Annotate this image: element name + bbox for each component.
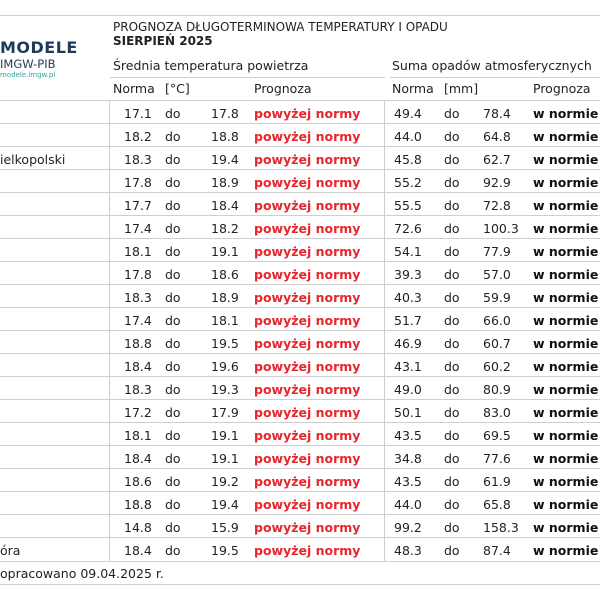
cell-p-sep: do xyxy=(444,497,460,512)
cell-t-sep: do xyxy=(165,129,181,144)
cell-p-sep: do xyxy=(444,359,460,374)
cell-t-fc: powyżej normy xyxy=(254,198,361,213)
cell-t-sep: do xyxy=(165,428,181,443)
cell-p-sep: do xyxy=(444,175,460,190)
cell-p-min: 49.4 xyxy=(394,106,422,121)
temperature-group-header: Średnia temperatura powietrza xyxy=(113,58,309,73)
col-header-norm: Norma xyxy=(113,81,155,96)
cell-t-sep: do xyxy=(165,382,181,397)
cell-p-min: 43.5 xyxy=(394,474,422,489)
cell-p-min: 55.5 xyxy=(394,198,422,213)
cell-p-min: 34.8 xyxy=(394,451,422,466)
table-row xyxy=(0,446,600,469)
cell-t-max: 19.5 xyxy=(211,336,239,351)
cell-t-sep: do xyxy=(165,474,181,489)
cell-t-fc: powyżej normy xyxy=(254,382,361,397)
cell-t-max: 18.9 xyxy=(211,290,239,305)
cell-t-max: 19.2 xyxy=(211,474,239,489)
col-header-forecast: Prognoza xyxy=(254,81,312,96)
col-header-precip-forecast: Prognoza xyxy=(533,81,591,96)
table-bottom-border xyxy=(0,561,600,562)
cell-t-max: 19.1 xyxy=(211,451,239,466)
cell-p-min: 40.3 xyxy=(394,290,422,305)
cell-t-min: 17.4 xyxy=(124,221,152,236)
cell-t-fc: powyżej normy xyxy=(254,359,361,374)
cell-p-fc: w normie xyxy=(533,267,599,282)
cell-p-max: 57.0 xyxy=(483,267,511,282)
cell-p-min: 43.5 xyxy=(394,428,422,443)
cell-p-max: 65.8 xyxy=(483,497,511,512)
cell-t-sep: do xyxy=(165,520,181,535)
cell-p-fc: w normie xyxy=(533,428,599,443)
cell-p-fc: w normie xyxy=(533,244,599,259)
table-row xyxy=(0,377,600,400)
cell-t-min: 14.8 xyxy=(124,520,152,535)
cell-p-fc: w normie xyxy=(533,520,599,535)
cell-t-min: 17.8 xyxy=(124,267,152,282)
cell-p-fc: w normie xyxy=(533,290,599,305)
cell-p-min: 44.0 xyxy=(394,497,422,512)
cell-t-min: 17.7 xyxy=(124,198,152,213)
cell-p-fc: w normie xyxy=(533,451,599,466)
col-header-precip-norm: Norma xyxy=(392,81,434,96)
top-border xyxy=(0,15,600,16)
cell-p-sep: do xyxy=(444,198,460,213)
cell-t-fc: powyżej normy xyxy=(254,244,361,259)
logo-url: modele.imgw.pl xyxy=(0,71,56,79)
cell-p-max: 83.0 xyxy=(483,405,511,420)
cell-p-fc: w normie xyxy=(533,129,599,144)
cell-p-min: 44.0 xyxy=(394,129,422,144)
cell-t-sep: do xyxy=(165,152,181,167)
cell-p-max: 87.4 xyxy=(483,543,511,558)
cell-p-max: 80.9 xyxy=(483,382,511,397)
cell-p-max: 61.9 xyxy=(483,474,511,489)
cell-t-fc: powyżej normy xyxy=(254,313,361,328)
cell-p-max: 59.9 xyxy=(483,290,511,305)
cell-t-fc: powyżej normy xyxy=(254,428,361,443)
table-row xyxy=(0,538,600,561)
table-row xyxy=(0,423,600,446)
cell-p-sep: do xyxy=(444,382,460,397)
cell-t-max: 15.9 xyxy=(211,520,239,535)
cell-t-fc: powyżej normy xyxy=(254,129,361,144)
cell-region: óra xyxy=(0,543,21,558)
cell-p-max: 66.0 xyxy=(483,313,511,328)
cell-p-max: 72.8 xyxy=(483,198,511,213)
cell-p-max: 62.7 xyxy=(483,152,511,167)
table-row xyxy=(0,216,600,239)
cell-t-fc: powyżej normy xyxy=(254,221,361,236)
cell-t-max: 19.4 xyxy=(211,497,239,512)
cell-t-min: 18.4 xyxy=(124,359,152,374)
cell-p-min: 54.1 xyxy=(394,244,422,259)
cell-p-fc: w normie xyxy=(533,106,599,121)
table-row xyxy=(0,147,600,170)
cell-p-min: 50.1 xyxy=(394,405,422,420)
cell-p-max: 64.8 xyxy=(483,129,511,144)
cell-p-sep: do xyxy=(444,451,460,466)
cell-p-sep: do xyxy=(444,244,460,259)
cell-p-fc: w normie xyxy=(533,221,599,236)
cell-t-min: 17.8 xyxy=(124,175,152,190)
table-row xyxy=(0,170,600,193)
cell-p-min: 48.3 xyxy=(394,543,422,558)
precip-group-underline xyxy=(390,77,600,78)
cell-p-max: 158.3 xyxy=(483,520,519,535)
table-row xyxy=(0,193,600,216)
col-header-temp-unit: [°C] xyxy=(165,81,190,96)
cell-t-min: 17.2 xyxy=(124,405,152,420)
cell-t-max: 18.8 xyxy=(211,129,239,144)
cell-p-max: 100.3 xyxy=(483,221,519,236)
cell-region: ielkopolski xyxy=(0,152,66,167)
cell-p-sep: do xyxy=(444,405,460,420)
cell-t-max: 19.4 xyxy=(211,152,239,167)
cell-t-max: 18.6 xyxy=(211,267,239,282)
cell-p-fc: w normie xyxy=(533,543,599,558)
cell-p-sep: do xyxy=(444,267,460,282)
cell-t-min: 18.8 xyxy=(124,497,152,512)
cell-t-min: 18.1 xyxy=(124,244,152,259)
cell-p-sep: do xyxy=(444,129,460,144)
table-row xyxy=(0,469,600,492)
cell-p-min: 72.6 xyxy=(394,221,422,236)
cell-t-min: 18.3 xyxy=(124,290,152,305)
cell-p-fc: w normie xyxy=(533,198,599,213)
table-row xyxy=(0,515,600,538)
cell-p-max: 77.6 xyxy=(483,451,511,466)
cell-t-sep: do xyxy=(165,359,181,374)
cell-t-sep: do xyxy=(165,405,181,420)
cell-p-fc: w normie xyxy=(533,474,599,489)
cell-p-fc: w normie xyxy=(533,359,599,374)
cell-p-max: 92.9 xyxy=(483,175,511,190)
cell-p-fc: w normie xyxy=(533,313,599,328)
cell-t-fc: powyżej normy xyxy=(254,474,361,489)
cell-t-sep: do xyxy=(165,336,181,351)
cell-p-sep: do xyxy=(444,152,460,167)
cell-p-sep: do xyxy=(444,428,460,443)
table-row xyxy=(0,262,600,285)
cell-p-sep: do xyxy=(444,543,460,558)
cell-t-min: 18.3 xyxy=(124,152,152,167)
cell-t-fc: powyżej normy xyxy=(254,175,361,190)
table-row xyxy=(0,308,600,331)
cell-p-fc: w normie xyxy=(533,497,599,512)
cell-t-min: 18.2 xyxy=(124,129,152,144)
logo-subtitle: IMGW-PIB xyxy=(0,57,56,71)
cell-t-max: 19.3 xyxy=(211,382,239,397)
table-row xyxy=(0,354,600,377)
cell-p-sep: do xyxy=(444,336,460,351)
cell-t-min: 18.4 xyxy=(124,451,152,466)
cell-t-max: 18.9 xyxy=(211,175,239,190)
cell-t-min: 18.1 xyxy=(124,428,152,443)
cell-t-max: 17.8 xyxy=(211,106,239,121)
cell-p-max: 78.4 xyxy=(483,106,511,121)
cell-p-min: 39.3 xyxy=(394,267,422,282)
cell-p-max: 77.9 xyxy=(483,244,511,259)
table-row xyxy=(0,124,600,147)
cell-p-min: 45.8 xyxy=(394,152,422,167)
cell-t-sep: do xyxy=(165,267,181,282)
cell-t-max: 18.4 xyxy=(211,198,239,213)
table-row xyxy=(0,400,600,423)
bottom-border xyxy=(0,584,600,585)
cell-p-fc: w normie xyxy=(533,336,599,351)
cell-t-fc: powyżej normy xyxy=(254,106,361,121)
cell-t-min: 17.4 xyxy=(124,313,152,328)
cell-t-sep: do xyxy=(165,497,181,512)
cell-t-min: 18.3 xyxy=(124,382,152,397)
cell-p-min: 43.1 xyxy=(394,359,422,374)
cell-t-max: 19.6 xyxy=(211,359,239,374)
precipitation-group-header: Suma opadów atmosferycznych xyxy=(392,58,592,73)
page-subtitle: SIERPIEŃ 2025 xyxy=(113,34,213,48)
cell-t-max: 19.5 xyxy=(211,543,239,558)
cell-p-sep: do xyxy=(444,313,460,328)
page-title: PROGNOZA DŁUGOTERMINOWA TEMPERATURY I OPADU xyxy=(113,20,448,34)
cell-t-max: 17.9 xyxy=(211,405,239,420)
cell-t-sep: do xyxy=(165,221,181,236)
cell-p-min: 49.0 xyxy=(394,382,422,397)
cell-t-max: 19.1 xyxy=(211,244,239,259)
cell-t-sep: do xyxy=(165,198,181,213)
table-row xyxy=(0,492,600,515)
cell-p-max: 69.5 xyxy=(483,428,511,443)
cell-t-fc: powyżej normy xyxy=(254,451,361,466)
cell-p-max: 60.7 xyxy=(483,336,511,351)
cell-t-fc: powyżej normy xyxy=(254,267,361,282)
cell-p-fc: w normie xyxy=(533,382,599,397)
col-header-precip-unit: [mm] xyxy=(444,81,479,96)
cell-p-min: 46.9 xyxy=(394,336,422,351)
table-row xyxy=(0,239,600,262)
cell-p-min: 99.2 xyxy=(394,520,422,535)
table-row xyxy=(0,285,600,308)
cell-t-sep: do xyxy=(165,313,181,328)
cell-p-min: 51.7 xyxy=(394,313,422,328)
temp-group-underline xyxy=(110,77,385,78)
cell-t-sep: do xyxy=(165,244,181,259)
cell-p-sep: do xyxy=(444,290,460,305)
footer-note: opracowano 09.04.2025 r. xyxy=(0,566,164,581)
cell-t-fc: powyżej normy xyxy=(254,497,361,512)
cell-t-min: 18.6 xyxy=(124,474,152,489)
cell-t-fc: powyżej normy xyxy=(254,543,361,558)
cell-t-min: 18.4 xyxy=(124,543,152,558)
cell-t-max: 18.1 xyxy=(211,313,239,328)
logo-title: MODELE xyxy=(0,38,78,57)
cell-p-sep: do xyxy=(444,221,460,236)
cell-t-min: 18.8 xyxy=(124,336,152,351)
cell-p-fc: w normie xyxy=(533,175,599,190)
cell-p-max: 60.2 xyxy=(483,359,511,374)
cell-t-sep: do xyxy=(165,543,181,558)
cell-p-sep: do xyxy=(444,106,460,121)
cell-p-sep: do xyxy=(444,474,460,489)
cell-t-fc: powyżej normy xyxy=(254,336,361,351)
cell-t-min: 17.1 xyxy=(124,106,152,121)
table-row xyxy=(0,101,600,124)
cell-t-sep: do xyxy=(165,451,181,466)
cell-t-fc: powyżej normy xyxy=(254,290,361,305)
cell-t-sep: do xyxy=(165,290,181,305)
cell-t-fc: powyżej normy xyxy=(254,405,361,420)
cell-t-sep: do xyxy=(165,175,181,190)
cell-t-max: 19.1 xyxy=(211,428,239,443)
cell-p-sep: do xyxy=(444,520,460,535)
table-row xyxy=(0,331,600,354)
cell-p-fc: w normie xyxy=(533,405,599,420)
cell-p-min: 55.2 xyxy=(394,175,422,190)
cell-t-fc: powyżej normy xyxy=(254,152,361,167)
cell-p-fc: w normie xyxy=(533,152,599,167)
cell-t-fc: powyżej normy xyxy=(254,520,361,535)
cell-t-max: 18.2 xyxy=(211,221,239,236)
cell-t-sep: do xyxy=(165,106,181,121)
